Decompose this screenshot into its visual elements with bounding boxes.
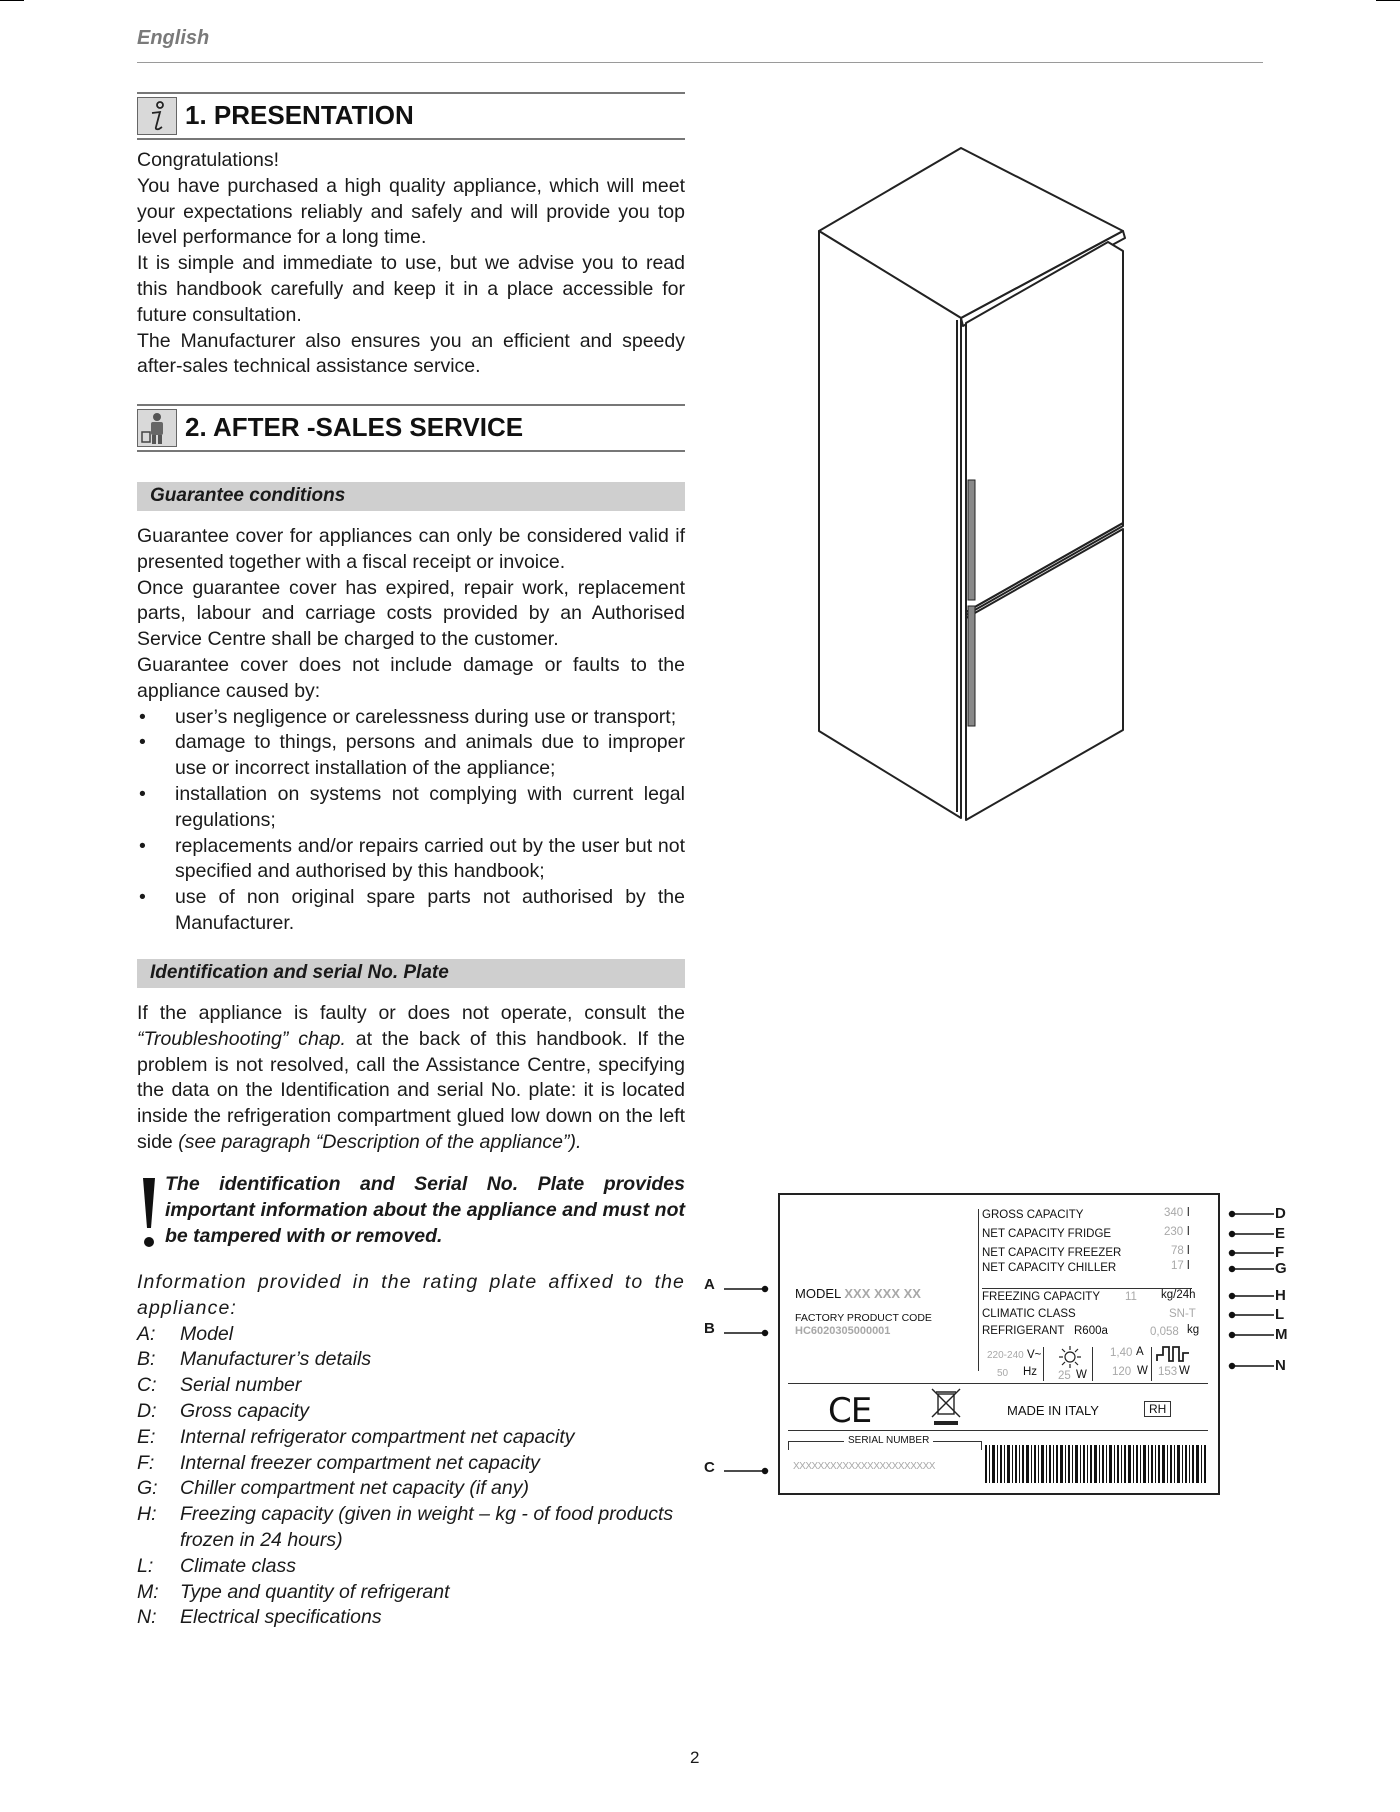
guarantee-heading (137, 482, 685, 511)
warning-exclamation-icon (137, 1176, 161, 1252)
callout-label: B (704, 1320, 715, 1337)
language-label: English (137, 27, 210, 49)
callout-label: M (1275, 1326, 1288, 1343)
legend-row (137, 1347, 685, 1373)
defrost-heater-icon (1155, 1345, 1191, 1363)
plate-row-value: 340 (1164, 1207, 1184, 1219)
legend-row (137, 1605, 685, 1631)
callout-label: N (1275, 1357, 1286, 1374)
freezing-value: 11 (1125, 1291, 1137, 1303)
legend-row (137, 1451, 685, 1477)
heater-power-value: 153 (1158, 1366, 1178, 1378)
section-presentation-header (137, 92, 685, 140)
info-icon (137, 97, 177, 135)
freezing-unit: kg/24h (1161, 1289, 1196, 1301)
callout-label: A (704, 1276, 715, 1293)
lamp-value: 25 (1058, 1370, 1071, 1382)
plate-divider (1043, 1347, 1044, 1381)
power-unit: W (1137, 1365, 1148, 1377)
identification-heading (137, 959, 685, 988)
guarantee-paragraph: Once guarantee cover has expired, repair work, replacement parts, labour and carriage costs provided by an Authorised Service Centre shall be charged to the customer. (137, 576, 685, 651)
warning-text: The identification and Serial No. Plate provides important information about the appliance and must not be tampered with or removed. (165, 1173, 685, 1247)
guarantee-paragraph: Guarantee cover does not include damage or faults to the appliance caused by: (137, 653, 685, 702)
refrigerant-label: REFRIGERANT (982, 1325, 1065, 1337)
legend-key: G: (137, 1477, 158, 1500)
presentation-paragraph: The Manufacturer also ensures you an efficient and speedy after-sales technical assistance service. (137, 329, 685, 378)
guarantee-heading-text: Guarantee conditions (150, 485, 346, 506)
crop-mark-right (1376, 0, 1400, 1)
legend-key: M: (137, 1580, 159, 1603)
legend-value: Climate class (180, 1554, 296, 1577)
callout-lines-left (722, 1280, 772, 1480)
legend-key: L: (137, 1554, 154, 1577)
plate-row-label: NET CAPACITY FREEZER (982, 1247, 1122, 1259)
technician-icon (137, 409, 177, 447)
current-value: 1,40 (1110, 1347, 1133, 1359)
callout-label: L (1275, 1306, 1285, 1323)
page-number: 2 (690, 1748, 700, 1767)
identification-text-b: at the back of this handbook. If the problem is not resolved, call the Assistance Centre, specifying the data on the Identification and serial No. plate: it is located inside the refrigeration compartment glued low down on the left side (137, 1027, 685, 1153)
plate-divider (1092, 1347, 1093, 1381)
current-unit: A (1136, 1346, 1144, 1358)
model-value: XXX XXX XX (844, 1286, 921, 1301)
lamp-icon (1058, 1345, 1082, 1369)
legend-key: B: (137, 1348, 156, 1371)
callout-label: D (1275, 1205, 1286, 1222)
legend-row (137, 1554, 685, 1580)
plate-row-label: GROSS CAPACITY (982, 1209, 1084, 1221)
legend-row (137, 1425, 685, 1451)
serial-label: SERIAL NUMBER (844, 1435, 933, 1446)
power-value: 120 (1112, 1366, 1132, 1378)
legend-row (137, 1399, 685, 1425)
legend-value: Chiller compartment net capacity (if any) (180, 1477, 529, 1500)
identification-paragraph (137, 1001, 685, 1156)
serial-value: XXXXXXXXXXXXXXXXXXXXXXX (793, 1461, 935, 1472)
callout-lines-right (1228, 1205, 1278, 1375)
troubleshooting-ref: “Troubleshooting” chap. (137, 1027, 346, 1050)
voltage-value: 220-240 (987, 1350, 1024, 1361)
description-ref: (see paragraph “Description of the appliance”). (178, 1130, 582, 1153)
fridge-illustration (800, 140, 1140, 830)
legend-value: Internal freezer compartment net capacity (180, 1451, 540, 1474)
plate-row-unit: l (1187, 1260, 1190, 1272)
plate-divider (788, 1383, 1208, 1384)
legend-row (137, 1580, 685, 1606)
presentation-text (137, 148, 685, 380)
section-presentation-title: 1. PRESENTATION (185, 100, 414, 130)
legend-row (137, 1373, 685, 1399)
weee-bin-icon (930, 1387, 962, 1427)
legend-row (137, 1476, 685, 1502)
legend-key: N: (137, 1606, 157, 1629)
factory-code-value: HC6020305000001 (795, 1325, 891, 1337)
frequency-value: 50 (997, 1368, 1009, 1379)
callout-label: H (1275, 1287, 1286, 1304)
heater-power-unit: W (1179, 1365, 1190, 1377)
lamp-unit: W (1076, 1369, 1087, 1381)
legend-value: Manufacturer’s details (180, 1348, 372, 1371)
callout-label: F (1275, 1244, 1285, 1261)
presentation-paragraph: Congratulations! (137, 149, 280, 171)
legend-key: C: (137, 1374, 157, 1397)
plate-row-label: NET CAPACITY FRIDGE (982, 1228, 1112, 1240)
legend-key: A: (137, 1322, 156, 1345)
plate-info-intro: Information provided in the rating plate affixed to the appliance: (137, 1271, 685, 1319)
legend-value: Serial number (180, 1374, 302, 1397)
plate-row-unit: l (1187, 1207, 1190, 1219)
model-label: MODEL (795, 1286, 841, 1301)
refrigerant-type: R600a (1074, 1325, 1108, 1337)
header-rule (137, 62, 1263, 63)
list-item: • user’s negligence or carelessness during use or transport; (137, 705, 685, 731)
serial-barcode (985, 1445, 1207, 1483)
list-item: • installation on systems not complying with current legal regulations; (137, 782, 685, 834)
rating-plate (778, 1193, 1220, 1495)
legend-row (137, 1502, 685, 1554)
list-item: • use of non original spare parts not authorised by the Manufacturer. (137, 885, 685, 937)
legend-key: H: (137, 1503, 157, 1526)
plate-divider (1151, 1347, 1152, 1381)
climatic-label: CLIMATIC CLASS (982, 1308, 1076, 1320)
legend-key: E: (137, 1425, 156, 1448)
made-in-label: MADE IN ITALY (1007, 1403, 1099, 1418)
presentation-paragraph: You have purchased a high quality appliance, which will meet your expectations reliably and safely and will provide you top level performance for a long time. (137, 174, 685, 249)
crop-mark-left (0, 0, 24, 1)
legend-value: Internal refrigerator compartment net capacity (180, 1425, 575, 1448)
legend-value: Model (180, 1322, 234, 1345)
legend-value: Type and quantity of refrigerant (180, 1580, 450, 1603)
callout-label: G (1275, 1260, 1287, 1277)
list-item: • replacements and/or repairs carried out by the user but not specified and authorised by this handbook; (137, 834, 685, 886)
refrigerant-value: 0,058 (1150, 1326, 1179, 1338)
plate-row-value: 17 (1171, 1260, 1184, 1272)
voltage-unit: V~ (1027, 1349, 1042, 1361)
freezing-label: FREEZING CAPACITY (982, 1291, 1100, 1303)
callout-label: C (704, 1459, 715, 1476)
guarantee-text (137, 524, 685, 937)
identification-text (137, 1001, 685, 1156)
plate-row-value: 230 (1164, 1226, 1184, 1238)
guarantee-paragraph: Guarantee cover for appliances can only be considered valid if presented together with a fiscal receipt or invoice. (137, 525, 685, 573)
section-after-sales-title: 2. AFTER -SALES SERVICE (185, 412, 524, 442)
legend-key: D: (137, 1399, 157, 1422)
list-item: • damage to things, persons and animals due to improper use or incorrect installation of the appliance; (137, 730, 685, 782)
factory-code-label: FACTORY PRODUCT CODE (795, 1312, 932, 1324)
ce-mark: CE (828, 1391, 872, 1431)
frequency-unit: Hz (1023, 1366, 1038, 1378)
plate-info-legend (137, 1270, 685, 1631)
plate-row-unit: l (1187, 1226, 1190, 1238)
presentation-paragraph: It is simple and immediate to use, but we advise you to read this handbook carefully and keep it in a place accessible for future consultation. (137, 252, 685, 326)
rh-badge: RH (1144, 1401, 1171, 1417)
plate-row-label: NET CAPACITY CHILLER (982, 1262, 1117, 1274)
legend-value: Electrical specifications (180, 1606, 382, 1629)
refrigerant-unit: kg (1187, 1324, 1200, 1336)
guarantee-exclusions-list (137, 705, 685, 937)
plate-divider (978, 1209, 979, 1371)
legend-value: Freezing capacity (given in weight – kg - of food products frozen in 24 hours) (180, 1503, 674, 1551)
identification-text-a: If the appliance is faulty or does not operate, consult the (137, 1002, 685, 1024)
callout-label: E (1275, 1225, 1286, 1242)
section-after-sales-header (137, 404, 685, 452)
legend-value: Gross capacity (180, 1399, 309, 1422)
legend-key: F: (137, 1451, 155, 1474)
climatic-value: SN-T (1169, 1308, 1196, 1320)
model-line (795, 1286, 921, 1301)
identification-heading-text: Identification and serial No. Plate (150, 962, 449, 983)
plate-row-value: 78 (1171, 1245, 1184, 1257)
legend-row (137, 1322, 685, 1348)
plate-row-unit: l (1187, 1245, 1190, 1257)
